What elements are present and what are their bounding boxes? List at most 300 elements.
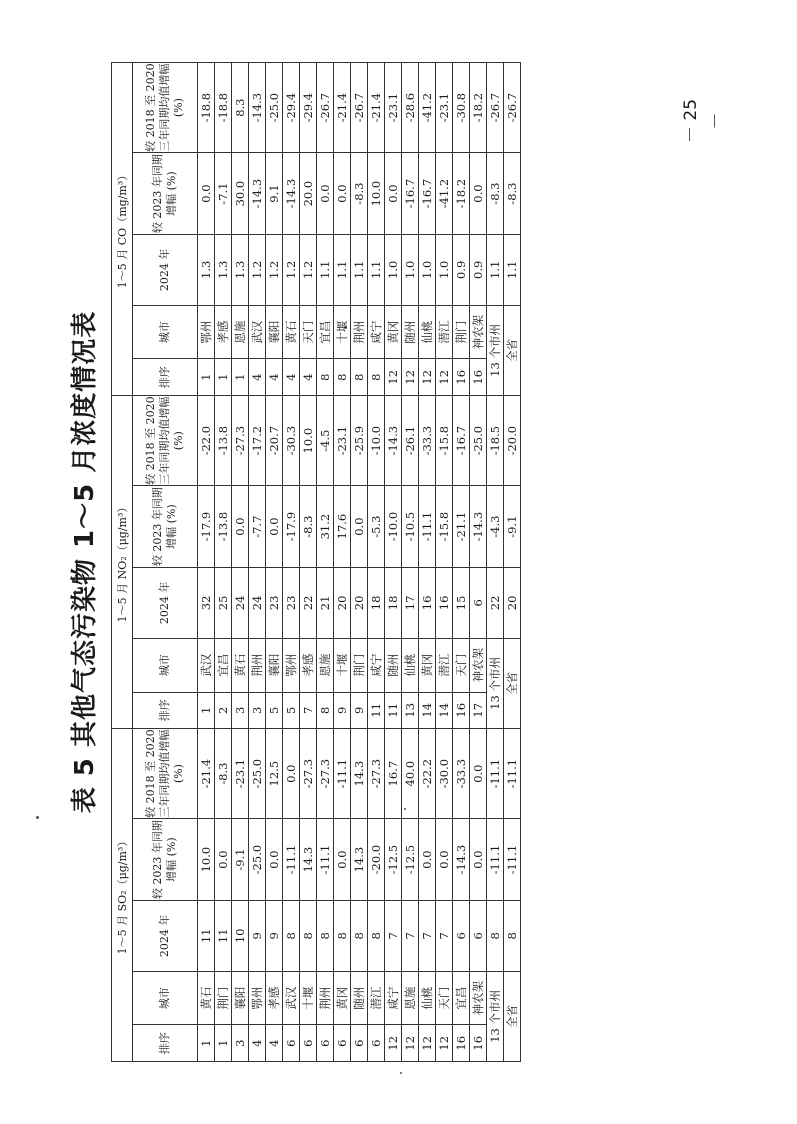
table-cell: -29.4 xyxy=(282,63,299,153)
table-row xyxy=(248,63,265,1062)
table-cell: 孝感 xyxy=(214,305,231,359)
table-cell: 仙桃 xyxy=(418,305,435,359)
table-cell: 14 xyxy=(418,692,435,729)
page-number: － 25 － xyxy=(681,98,726,144)
table-cell: -14.3 xyxy=(469,486,486,568)
table-cell: 襄阳 xyxy=(265,305,282,359)
table-cell: 荆门 xyxy=(214,971,231,1025)
table-cell: -27.3 xyxy=(299,729,316,819)
column-header: 城市 xyxy=(132,638,197,692)
table-cell: -18.8 xyxy=(214,63,231,153)
table-cell: -14.3 xyxy=(384,396,401,486)
table-cell: 神农架 xyxy=(469,638,486,692)
table-cell: 24 xyxy=(231,567,248,638)
table-cell: 随州 xyxy=(384,638,401,692)
table-cell: -23.1 xyxy=(384,63,401,153)
table-cell: -27.3 xyxy=(367,729,384,819)
table-cell: 16 xyxy=(452,1025,469,1062)
table-cell: -25.0 xyxy=(265,63,282,153)
table-cell: -16.7 xyxy=(401,153,418,235)
table-cell: 8 xyxy=(350,900,367,971)
table-cell: -11.1 xyxy=(418,486,435,568)
table-cell: 鄂州 xyxy=(197,305,214,359)
table-cell: 10.0 xyxy=(367,153,384,235)
table-cell: -7.7 xyxy=(248,486,265,568)
table-cell: 4 xyxy=(282,359,299,396)
table-cell: 十堰 xyxy=(333,638,350,692)
table-cell: 15 xyxy=(452,567,469,638)
table-cell: 荆州 xyxy=(316,971,333,1025)
table-cell: 14.3 xyxy=(350,729,367,819)
table-cell: 1.3 xyxy=(197,234,214,305)
table-cell: 随州 xyxy=(401,305,418,359)
table-cell: 0.0 xyxy=(316,153,333,235)
table-cell: 4 xyxy=(299,359,316,396)
table-cell: -8.3 xyxy=(299,486,316,568)
table-cell: 孝感 xyxy=(299,638,316,692)
table-cell: 0.0 xyxy=(469,153,486,235)
table-cell: 咸宁 xyxy=(367,305,384,359)
column-header: 2024 年 xyxy=(132,234,197,305)
table-cell: 6 xyxy=(299,1025,316,1062)
table-cell: 4 xyxy=(248,359,265,396)
table-row xyxy=(214,63,231,1062)
table-cell: -11.1 xyxy=(503,729,520,819)
table-cell: -26.1 xyxy=(401,396,418,486)
table-cell: -16.7 xyxy=(418,153,435,235)
table-cell: 8 xyxy=(503,900,520,971)
table-cell: 18 xyxy=(384,567,401,638)
table-cell: 23 xyxy=(282,567,299,638)
table-cell: 16 xyxy=(469,359,486,396)
table-cell: 0.0 xyxy=(469,729,486,819)
table-cell: 宜昌 xyxy=(316,305,333,359)
table-cell: 1.3 xyxy=(231,234,248,305)
table-cell: -7.1 xyxy=(214,153,231,235)
table-cell: 1.2 xyxy=(248,234,265,305)
table-row xyxy=(452,63,469,1062)
table-cell: 0.0 xyxy=(231,486,248,568)
table-cell: 恩施 xyxy=(231,305,248,359)
table-cell: 8 xyxy=(316,359,333,396)
column-header: 较 2023 年同期增幅 (%) xyxy=(132,486,197,568)
table-cell: 8 xyxy=(486,900,503,971)
table-cell: 5 xyxy=(282,692,299,729)
scan-speck xyxy=(400,1072,402,1074)
table-cell: 13 xyxy=(401,692,418,729)
column-header: 排序 xyxy=(132,1025,197,1062)
table-cell: -20.0 xyxy=(367,819,384,901)
table-cell: -18.2 xyxy=(452,153,469,235)
table-cell: 襄阳 xyxy=(265,638,282,692)
table-cell: 潜江 xyxy=(367,971,384,1025)
table-cell: 0.0 xyxy=(197,153,214,235)
table-cell: -29.4 xyxy=(299,63,316,153)
column-header: 较 2018 至 2020 三年同期均值增幅 (%) xyxy=(132,63,197,153)
table-cell: 4 xyxy=(265,1025,282,1062)
table-cell: 17.6 xyxy=(333,486,350,568)
table-cell: -15.8 xyxy=(435,396,452,486)
table-cell: -12.5 xyxy=(401,819,418,901)
table-cell: 宜昌 xyxy=(214,638,231,692)
group-header: 1～5 月 CO（mg/m³） xyxy=(111,63,132,396)
table-cell: 25 xyxy=(214,567,231,638)
table-cell: -14.3 xyxy=(282,153,299,235)
table-cell: 1.2 xyxy=(282,234,299,305)
table-row xyxy=(299,63,316,1062)
table-cell: 6 xyxy=(367,1025,384,1062)
table-cell: 16.7 xyxy=(384,729,401,819)
table-cell: 7 xyxy=(435,900,452,971)
table-cell: 6 xyxy=(316,1025,333,1062)
table-cell: -11.1 xyxy=(282,819,299,901)
table-cell: -10.0 xyxy=(384,486,401,568)
table-cell: -9.1 xyxy=(231,819,248,901)
table-cell: 1.1 xyxy=(367,234,384,305)
table-cell: 襄阳 xyxy=(231,971,248,1025)
table-cell: 17 xyxy=(401,567,418,638)
table-cell: 12 xyxy=(435,359,452,396)
group-header: 1～5 月 SO₂（μg/m³） xyxy=(111,729,132,1062)
table-cell: 10 xyxy=(231,900,248,971)
table-cell: 1 xyxy=(214,359,231,396)
table-row xyxy=(384,63,401,1062)
table-cell: 0.0 xyxy=(350,486,367,568)
table-cell: -25.0 xyxy=(248,819,265,901)
table-cell: 1 xyxy=(197,1025,214,1062)
table-cell: 宜昌 xyxy=(452,971,469,1025)
table-cell: 8 xyxy=(299,900,316,971)
table-cell: 黄冈 xyxy=(418,638,435,692)
table-row xyxy=(350,63,367,1062)
table-cell: -25.9 xyxy=(350,396,367,486)
table-cell: 黄石 xyxy=(231,638,248,692)
table-cell: 荆门 xyxy=(350,638,367,692)
table-row xyxy=(435,63,452,1062)
table-cell: 22 xyxy=(486,567,503,638)
table-cell: 14 xyxy=(435,692,452,729)
table-cell: 0.0 xyxy=(282,729,299,819)
table-cell: 7 xyxy=(401,900,418,971)
column-header: 较 2023 年同期增幅 (%) xyxy=(132,819,197,901)
table-cell: 17 xyxy=(469,692,486,729)
table-cell: 7 xyxy=(299,692,316,729)
table-cell: 0.0 xyxy=(435,819,452,901)
table-cell: 22 xyxy=(299,567,316,638)
table-cell: 0.0 xyxy=(384,153,401,235)
table-cell: 恩施 xyxy=(401,971,418,1025)
table-cell: 1.2 xyxy=(299,234,316,305)
table-cell: 16 xyxy=(469,1025,486,1062)
table-cell: -18.5 xyxy=(486,396,503,486)
table-cell: 10.0 xyxy=(197,819,214,901)
table-cell: 1.0 xyxy=(418,234,435,305)
table-cell: 11 xyxy=(384,692,401,729)
table-row xyxy=(231,63,248,1062)
table-cell: 18 xyxy=(367,567,384,638)
table-cell: 16 xyxy=(452,692,469,729)
table-cell: 荆州 xyxy=(350,305,367,359)
table-cell: 0.0 xyxy=(265,819,282,901)
table-cell: -30.3 xyxy=(282,396,299,486)
table-cell: -15.8 xyxy=(435,486,452,568)
summary-label: 全省 xyxy=(503,305,520,395)
table-cell: 随州 xyxy=(350,971,367,1025)
table-cell: -5.3 xyxy=(367,486,384,568)
table-cell: 仙桃 xyxy=(418,971,435,1025)
table-cell: 12 xyxy=(418,359,435,396)
table-cell: 12 xyxy=(435,1025,452,1062)
table-row xyxy=(197,63,214,1062)
table-cell: -18.2 xyxy=(469,63,486,153)
table-cell: -41.2 xyxy=(435,153,452,235)
table-cell: -14.3 xyxy=(248,153,265,235)
table-cell: 咸宁 xyxy=(384,971,401,1025)
table-cell: 十堰 xyxy=(333,305,350,359)
table-cell: 7 xyxy=(418,900,435,971)
table-cell: -33.3 xyxy=(452,729,469,819)
table-cell: 12 xyxy=(401,359,418,396)
table-cell: -11.1 xyxy=(503,819,520,901)
table-row xyxy=(316,63,333,1062)
table-cell: 9.1 xyxy=(265,153,282,235)
table-cell: 0.0 xyxy=(333,153,350,235)
table-cell: 21 xyxy=(316,567,333,638)
summary-label: 13 个市州 xyxy=(486,971,503,1061)
column-header: 排序 xyxy=(132,359,197,396)
table-cell: 9 xyxy=(333,692,350,729)
table-cell: 1.1 xyxy=(486,234,503,305)
table-cell: -20.0 xyxy=(503,396,520,486)
summary-label: 13 个市州 xyxy=(486,305,503,395)
table-title: 表 5 其他气态污染物 1～5 月浓度情况表 xyxy=(69,310,100,814)
table-cell: 0.9 xyxy=(469,234,486,305)
table-cell: 1.2 xyxy=(265,234,282,305)
table-cell: 6 xyxy=(333,1025,350,1062)
table-cell: 30.0 xyxy=(231,153,248,235)
table-cell: 6 xyxy=(282,1025,299,1062)
table-cell: -17.9 xyxy=(197,486,214,568)
table-cell: 1 xyxy=(197,359,214,396)
table-cell: 7 xyxy=(384,900,401,971)
table-cell: 潜江 xyxy=(435,305,452,359)
table-cell: 8 xyxy=(316,900,333,971)
table-cell: -10.5 xyxy=(401,486,418,568)
table-cell: 1.1 xyxy=(316,234,333,305)
scan-speck xyxy=(36,816,39,819)
table-cell: 荆州 xyxy=(248,638,265,692)
table-row xyxy=(486,63,503,1062)
table-cell: 11 xyxy=(367,692,384,729)
table-cell: 孝感 xyxy=(265,971,282,1025)
table-cell: 4 xyxy=(248,1025,265,1062)
table-cell: -27.3 xyxy=(316,729,333,819)
table-cell: -27.3 xyxy=(231,396,248,486)
table-cell: 9 xyxy=(350,692,367,729)
table-cell: 11 xyxy=(214,900,231,971)
table-cell: 11 xyxy=(197,900,214,971)
table-cell: 神农架 xyxy=(469,971,486,1025)
table-cell: 1 xyxy=(214,1025,231,1062)
table-cell: -21.4 xyxy=(197,729,214,819)
table-cell: -41.2 xyxy=(418,63,435,153)
table-cell: 12 xyxy=(384,1025,401,1062)
pollutant-table xyxy=(111,62,521,1062)
table-cell: 14.3 xyxy=(350,819,367,901)
table-cell: -13.8 xyxy=(214,396,231,486)
table-cell: -26.7 xyxy=(316,63,333,153)
table-cell: 6 xyxy=(469,567,486,638)
table-cell: 12.5 xyxy=(265,729,282,819)
table-cell: 4 xyxy=(265,359,282,396)
table-cell: 1.3 xyxy=(214,234,231,305)
table-cell: 6 xyxy=(469,900,486,971)
table-row xyxy=(503,63,520,1062)
table-cell: 23 xyxy=(265,567,282,638)
table-cell: -18.8 xyxy=(197,63,214,153)
table-cell: 武汉 xyxy=(197,638,214,692)
table-cell: 8 xyxy=(367,359,384,396)
table-cell: 天门 xyxy=(435,971,452,1025)
table-cell: 31.2 xyxy=(316,486,333,568)
table-cell: 咸宁 xyxy=(367,638,384,692)
table-cell: -21.1 xyxy=(452,486,469,568)
table-cell: 天门 xyxy=(452,638,469,692)
table-cell: 1 xyxy=(231,359,248,396)
table-cell: -22.2 xyxy=(418,729,435,819)
table-cell: -33.3 xyxy=(418,396,435,486)
column-header: 2024 年 xyxy=(132,567,197,638)
table-cell: -26.7 xyxy=(350,63,367,153)
table-cell: 黄石 xyxy=(197,971,214,1025)
column-header: 较 2018 至 2020 三年同期均值增幅 (%) xyxy=(132,396,197,486)
table-cell: 天门 xyxy=(299,305,316,359)
table-cell: -11.1 xyxy=(486,819,503,901)
table-cell: -4.3 xyxy=(486,486,503,568)
table-cell: -25.0 xyxy=(469,396,486,486)
table-cell: 3 xyxy=(248,692,265,729)
table-cell: 神农架 xyxy=(469,305,486,359)
table-cell: 0.0 xyxy=(469,819,486,901)
table-cell: 潜江 xyxy=(435,638,452,692)
table-cell: -20.7 xyxy=(265,396,282,486)
table-cell: 8.3 xyxy=(231,63,248,153)
rotated-page xyxy=(59,62,739,1062)
column-header: 较 2018 至 2020 三年同期均值增幅 (%) xyxy=(132,729,197,819)
table-cell: 黄冈 xyxy=(384,305,401,359)
table-cell: 1.1 xyxy=(503,234,520,305)
table-cell: 0.0 xyxy=(214,819,231,901)
table-cell: 1 xyxy=(197,692,214,729)
table-cell: -17.9 xyxy=(282,486,299,568)
table-cell: 20 xyxy=(333,567,350,638)
table-row xyxy=(282,63,299,1062)
table-row xyxy=(401,63,418,1062)
table-cell: 0.0 xyxy=(265,486,282,568)
table-cell: -21.4 xyxy=(333,63,350,153)
table-cell: -17.2 xyxy=(248,396,265,486)
table-cell: -8.3 xyxy=(350,153,367,235)
table-cell: 6 xyxy=(452,900,469,971)
table-cell: -25.0 xyxy=(248,729,265,819)
table-cell: -30.0 xyxy=(435,729,452,819)
table-cell: 10.0 xyxy=(299,396,316,486)
table-cell: 十堰 xyxy=(299,971,316,1025)
table-cell: 5 xyxy=(265,692,282,729)
summary-label: 全省 xyxy=(503,971,520,1061)
table-cell: 8 xyxy=(282,900,299,971)
table-cell: 武汉 xyxy=(248,305,265,359)
table-cell: -11.1 xyxy=(333,729,350,819)
summary-label: 全省 xyxy=(503,638,520,728)
table-cell: 16 xyxy=(435,567,452,638)
table-cell: -14.3 xyxy=(452,819,469,901)
column-header: 城市 xyxy=(132,305,197,359)
group-header: 1～5 月 NO₂（μg/m³） xyxy=(111,396,132,729)
table-cell: 黄冈 xyxy=(333,971,350,1025)
table-cell: -12.5 xyxy=(384,819,401,901)
table-cell: 0.0 xyxy=(333,819,350,901)
table-cell: 8 xyxy=(316,692,333,729)
table-cell: -23.1 xyxy=(435,63,452,153)
table-cell: 荆门 xyxy=(452,305,469,359)
table-cell: -23.1 xyxy=(333,396,350,486)
table-cell: 仙桃 xyxy=(401,638,418,692)
table-cell: 鄂州 xyxy=(282,638,299,692)
table-cell: 12 xyxy=(418,1025,435,1062)
table-row xyxy=(333,63,350,1062)
table-cell: 1.1 xyxy=(350,234,367,305)
table-cell: 鄂州 xyxy=(248,971,265,1025)
table-cell: -9.1 xyxy=(503,486,520,568)
table-cell: 40.0 xyxy=(401,729,418,819)
table-cell: -21.4 xyxy=(367,63,384,153)
table-cell: -26.7 xyxy=(486,63,503,153)
table-cell: 16 xyxy=(418,567,435,638)
table-cell: 24 xyxy=(248,567,265,638)
table-cell: -8.3 xyxy=(486,153,503,235)
table-cell: -16.7 xyxy=(452,396,469,486)
table-cell: 1.1 xyxy=(333,234,350,305)
table-cell: 武汉 xyxy=(282,971,299,1025)
table-cell: 20 xyxy=(503,567,520,638)
summary-label: 13 个市州 xyxy=(486,638,503,728)
table-row xyxy=(265,63,282,1062)
table-cell: 12 xyxy=(384,359,401,396)
table-cell: -10.0 xyxy=(367,396,384,486)
table-cell: 0.0 xyxy=(418,819,435,901)
table-cell: -8.3 xyxy=(214,729,231,819)
table-cell: -23.1 xyxy=(231,729,248,819)
table-cell: 20 xyxy=(350,567,367,638)
table-cell: 9 xyxy=(265,900,282,971)
table-cell: 黄石 xyxy=(282,305,299,359)
table-cell: 2 xyxy=(214,692,231,729)
table-row xyxy=(469,63,486,1062)
table-cell: -28.6 xyxy=(401,63,418,153)
table-cell: 14.3 xyxy=(299,819,316,901)
table-row xyxy=(367,63,384,1062)
table-cell: 32 xyxy=(197,567,214,638)
table-cell: 恩施 xyxy=(316,638,333,692)
table-cell: -26.7 xyxy=(503,63,520,153)
table-cell: 8 xyxy=(350,359,367,396)
table-cell: -4.5 xyxy=(316,396,333,486)
table-row xyxy=(418,63,435,1062)
column-header: 城市 xyxy=(132,971,197,1025)
table-cell: 8 xyxy=(333,359,350,396)
table-cell: 6 xyxy=(350,1025,367,1062)
